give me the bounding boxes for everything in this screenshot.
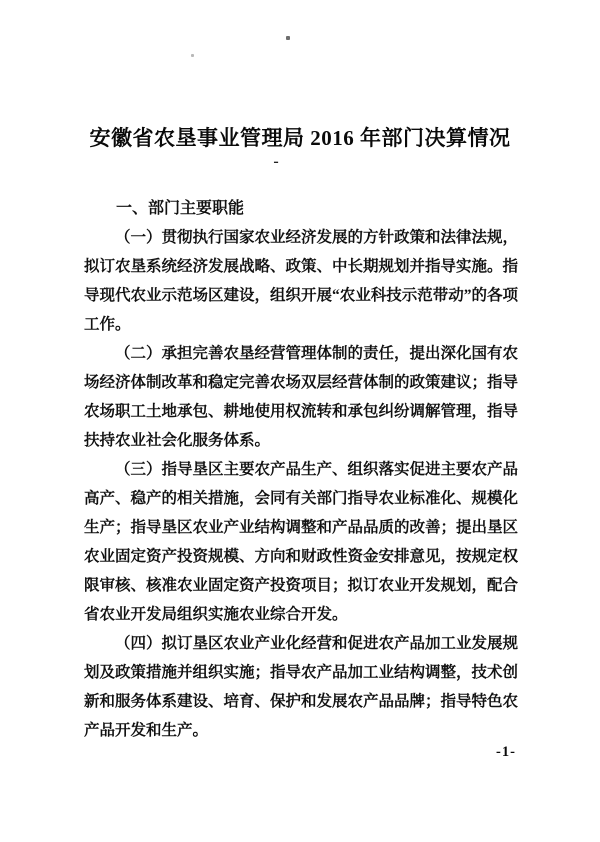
paragraph: （二）承担完善农垦经营管理体制的责任，提出深化国有农场经济体制改革和稳定完善农场双层经营体制的政策建议；指导农场职工土地承包、耕地使用权流转和承包纠纷调解管理，指导扶持农业社会化服务体系。: [84, 345, 519, 449]
scan-speck: [286, 36, 290, 40]
page-number: -1-: [496, 744, 516, 760]
paragraph: （三）指导垦区主要农产品生产、组织落实促进主要农产品高产、稳产的相关措施，会同有关部门指导农业标准化、规模化生产；指导垦区农业产业结构调整和产品品质的改善；提出垦区农业固定资产投资规模、方向和财政性资金安排意见，按规定权限审核、核准农业固定资产投资项目；拟订农业开发规划，配合省农业开发局组织实施农业综合开发。: [84, 461, 519, 623]
scan-speck: [191, 54, 194, 57]
paragraph: （四）拟订垦区农业产业化经营和促进农产品加工业发展规划及政策措施并组织实施；指导农产品加工业结构调整，技术创新和服务体系建设、培育、保护和发展农产品品牌；指导特色农产品开发和生产。: [84, 635, 519, 739]
section-heading: 一、部门主要职能: [116, 200, 245, 217]
paragraph: （一）贯彻执行国家农业经济发展的方针政策和法律法规，拟订农垦系统经济发展战略、政策、中长期规划并指导实施。指导现代农业示范场区建设，组织开展“农业科技示范带动”的各项工作。: [84, 229, 519, 333]
title-underline-mark: -: [273, 153, 279, 170]
document-body: [84, 194, 518, 745]
document-title: 安徽省农垦事业管理局 2016 年部门决算情况: [89, 126, 511, 150]
